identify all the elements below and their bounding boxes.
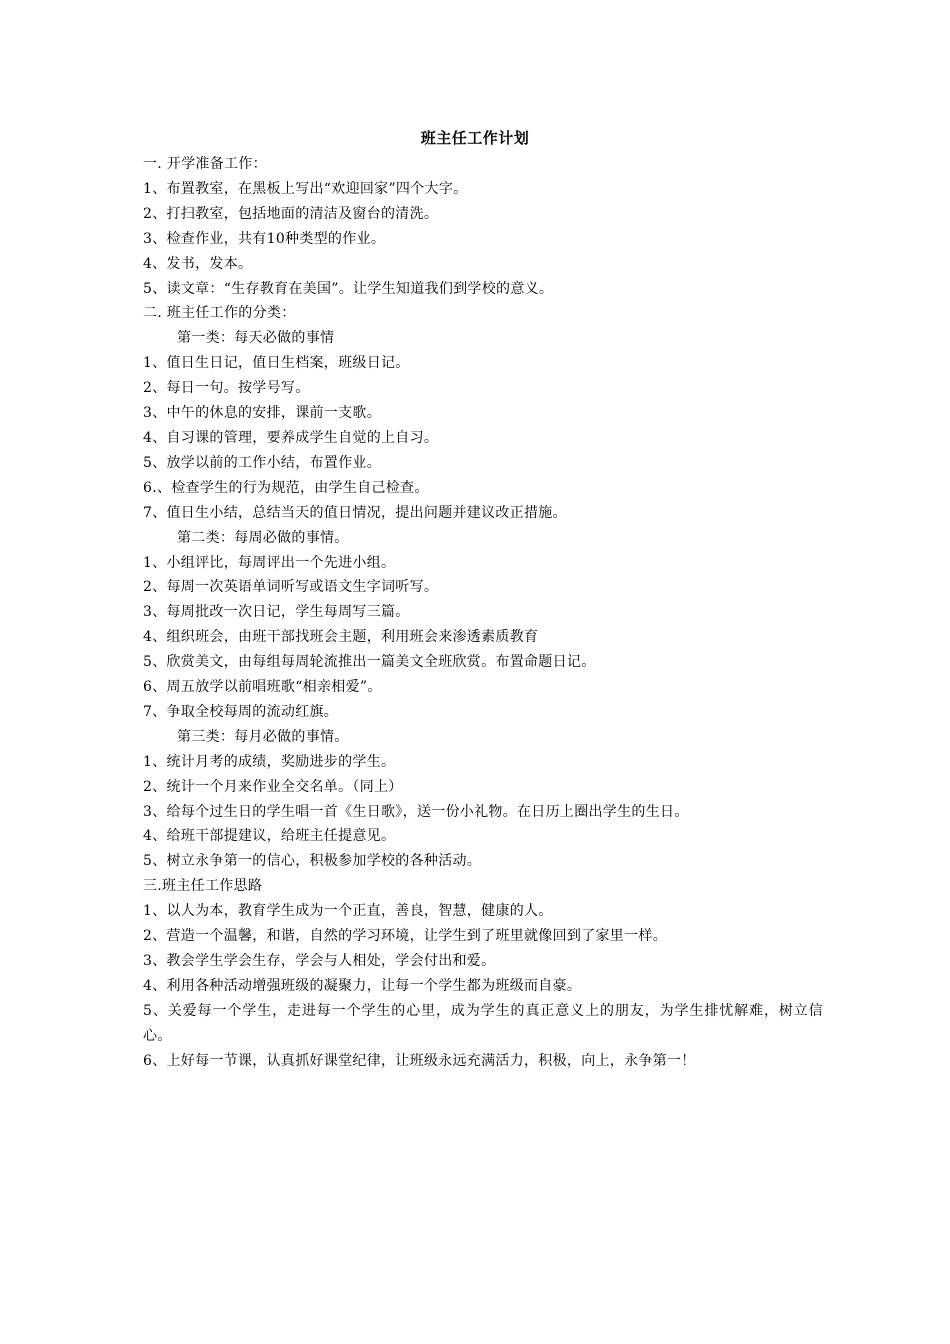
list-item: 2、统计一个月来作业全交名单。（同上）: [143, 778, 403, 795]
list-item: 7、争取全校每周的流动红旗。: [143, 703, 339, 720]
list-item: 4、发书，发本。: [143, 255, 253, 272]
list-item: 6.、检查学生的行为规范，由学生自己检查。: [143, 479, 429, 496]
list-item: 1、布置教室，在黑板上写出“欢迎回家”四个大字。: [143, 180, 468, 197]
list-item: 2、每周一次英语单词听写或语文生字词听写。: [143, 579, 439, 596]
list-item: 2、打扫教室，包括地面的清洁及窗台的清洗。: [143, 205, 439, 222]
list-item: 6、周五放学以前唱班歌“相亲相爱”。: [143, 679, 382, 696]
list-item: 3、检查作业，共有10种类型的作业。: [143, 230, 386, 247]
section-heading-3: 三.班主任工作思路: [143, 878, 263, 895]
subsection-heading-daily: 第一类：每天必做的事情: [177, 330, 335, 347]
list-item: 1、以人为本，教育学生成为一个正直，善良，智慧，健康的人。: [143, 903, 553, 920]
subsection-heading-weekly: 第二类：每周必做的事情。: [177, 529, 349, 546]
list-item: 1、小组评比，每周评出一个先进小组。: [143, 554, 396, 571]
list-item: 5、树立永争第一的信心，积极参加学校的各种活动。: [143, 853, 482, 870]
list-item: 4、利用各种活动增强班级的凝聚力，让每一个学生都为班级而自豪。: [143, 977, 582, 994]
list-item: 4、组织班会，由班干部找班会主题，利用班会来渗透素质教育: [143, 629, 539, 646]
list-item: 3、教会学生学会生存，学会与人相处，学会付出和爱。: [143, 953, 496, 969]
list-item: 5、欣赏美文，由每组每周轮流推出一篇美文全班欣赏。布置命题日记。: [143, 654, 596, 671]
list-item: 2、营造一个温馨，和谐，自然的学习环境，让学生到了班里就像回到了家里一样。: [143, 928, 668, 945]
list-item: 1、统计月考的成绩，奖励进步的学生。: [143, 753, 396, 770]
list-item: 4、给班干部提建议，给班主任提意见。: [143, 828, 396, 845]
list-item: 7、值日生小结，总结当天的值日情况，提出问题并建议改正措施。: [143, 504, 567, 521]
list-item: 3、每周批改一次日记，学生每周写三篇。: [143, 604, 410, 621]
list-item: 3、给每个过生日的学生唱一首《生日歌》，送一份小礼物。在日历上圈出学生的生日。: [143, 803, 689, 820]
subsection-heading-monthly: 第三类：每月必做的事情。: [177, 728, 349, 745]
list-item: 6、上好每一节课，认真抓好课堂纪律，让班级永远充满活力，积极，向上，永争第一！: [143, 1052, 696, 1069]
list-item: 4、自习课的管理，要养成学生自觉的上自习。: [143, 429, 439, 446]
list-item: 5、放学以前的工作小结，布置作业。: [143, 454, 382, 471]
page-title: 班主任工作计划: [420, 129, 530, 147]
document-body: [143, 152, 823, 1074]
list-item: 3、中午的休息的安排，课前一支歌。: [143, 405, 382, 422]
list-item: 5、关爱每一个学生，走进每一个学生的心里，成为学生的真正意义上的朋友，为学生排忧解难，树立信心。: [143, 1002, 823, 1044]
section-heading-1: 一. 开学准备工作：: [143, 156, 267, 172]
list-item: 1、值日生日记，值日生档案，班级日记。: [143, 355, 410, 372]
list-item: 5、读文章：“生存教育在美国”。让学生知道我们到学校的意义。: [143, 280, 554, 297]
list-item: 2、每日一句。按学号写。: [143, 380, 310, 397]
section-heading-2: 二. 班主任工作的分类：: [143, 305, 296, 322]
